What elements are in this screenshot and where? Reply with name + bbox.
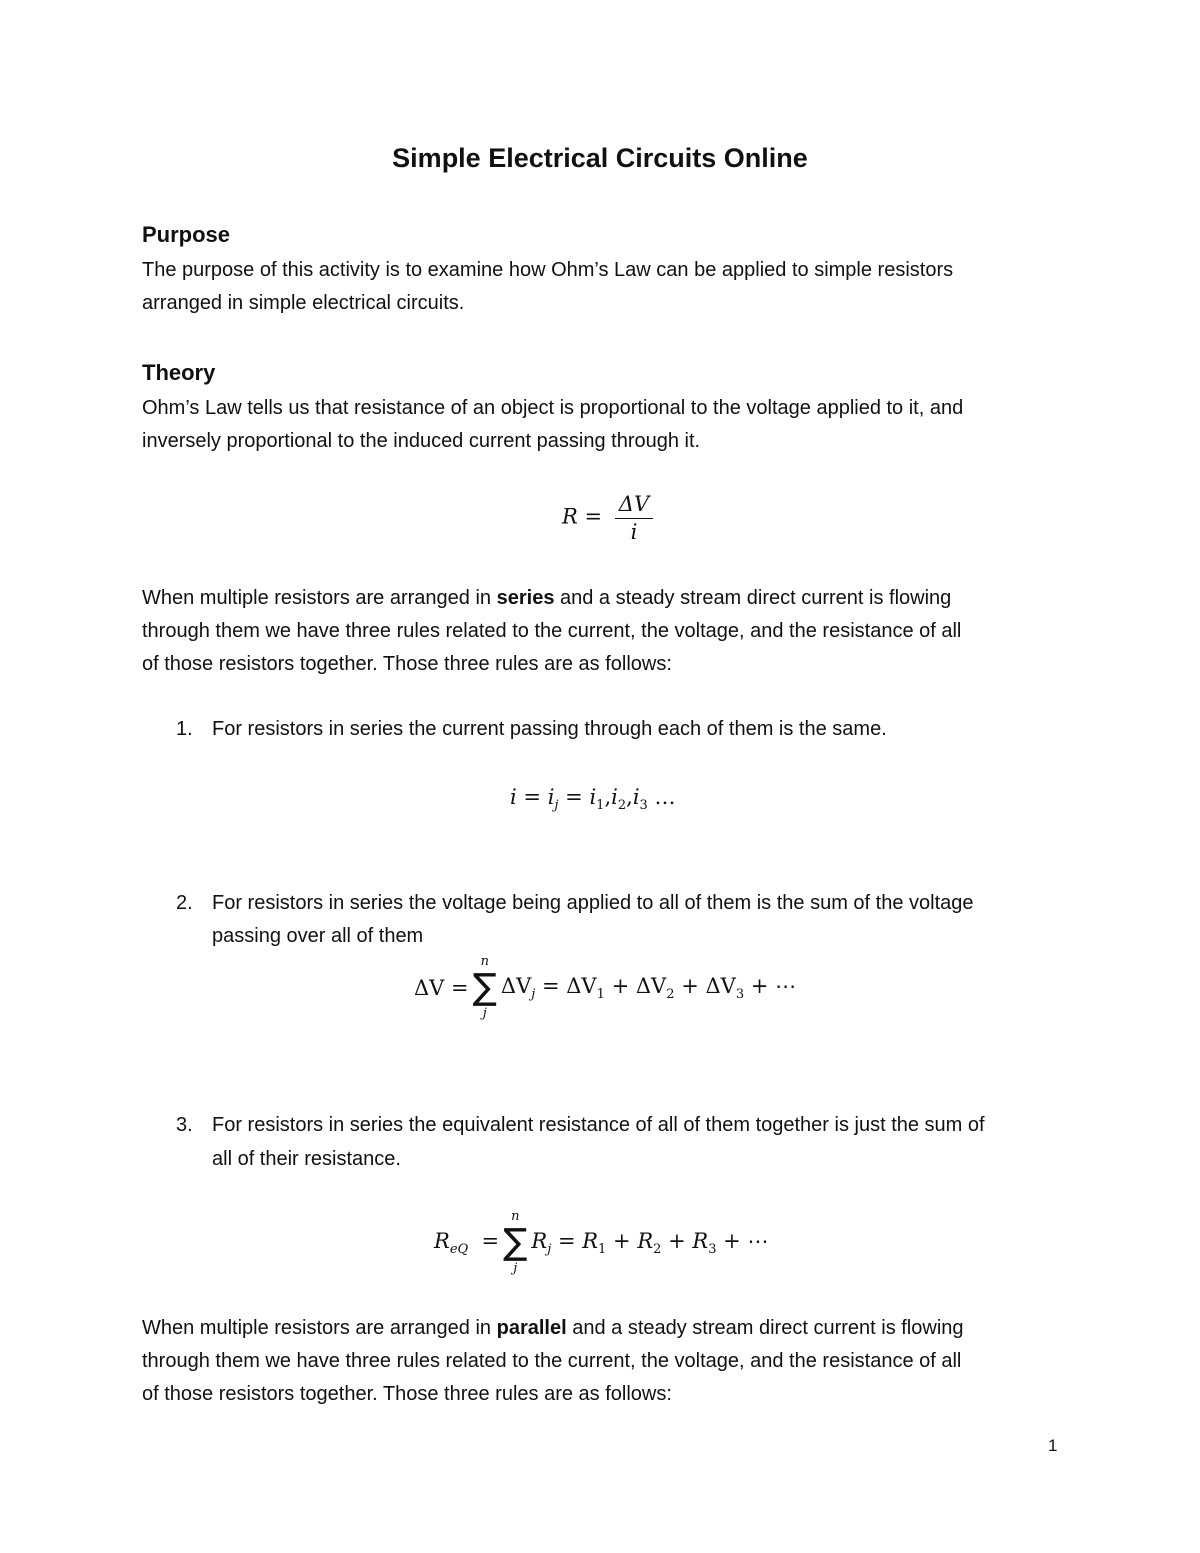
parallel-intro-line-3: of those resistors together. Those three rules are as follows:: [142, 1383, 672, 1405]
eq-res-sub-2: 2: [653, 1242, 662, 1258]
eq-voltage-equals-1: =: [451, 976, 469, 1000]
eq-res-cdots: ⋯: [747, 1228, 769, 1253]
rule-1-line-1: For resistors in series the current passing through each of them is the same.: [212, 718, 887, 740]
eq-res-sub-3: 3: [708, 1242, 717, 1258]
eq-voltage-term-j: ΔV: [500, 973, 532, 998]
ohms-law-equation: [562, 492, 653, 544]
eq-res-lower-limit: j: [513, 1261, 518, 1276]
eq-res-plus-2: +: [668, 1228, 686, 1253]
series-intro-line-2: through them we have three rules related to the current, the voltage, and the resistance of all: [142, 620, 962, 642]
parallel-intro-text: When multiple resistors are arranged in: [142, 1317, 497, 1339]
eq-res-req: R: [434, 1228, 450, 1253]
series-resistance-equation: [434, 1210, 768, 1276]
eq-current-i3: i: [632, 785, 640, 809]
eq-voltage-sub-j: j: [531, 987, 536, 1003]
eq-current-comma-2: ,: [626, 785, 633, 809]
eq-current-sub-3: 3: [639, 798, 648, 814]
series-intro-text: When multiple resistors are arranged in: [142, 587, 497, 609]
eq-current-i2: i: [611, 785, 618, 809]
eq-current-sub-1: 1: [596, 798, 605, 814]
eq-res-upper-limit: n: [511, 1209, 520, 1224]
eq-current-ellipsis: …: [647, 785, 676, 809]
series-intro-text-rest: and a steady stream direct current is flowing: [554, 587, 952, 609]
eq-voltage-lower-limit: j: [482, 1006, 487, 1021]
eq-voltage-plus-3: +: [750, 973, 769, 998]
eq-current-i: i: [510, 785, 517, 809]
eq-res-r3: R: [692, 1228, 709, 1253]
eq-current-comma-1: ,: [604, 785, 612, 809]
ohm-fraction: [615, 492, 653, 544]
rule-3-number: 3.: [176, 1114, 193, 1136]
series-intro-line-3: of those resistors together. Those three rules are as follows:: [142, 653, 672, 675]
purpose-line-2: arranged in simple electrical circuits.: [142, 292, 465, 314]
eq-voltage-term-3: ΔV: [705, 973, 736, 998]
parallel-intro-line-2: through them we have three rules related to the current, the voltage, and the resistance of all: [142, 1350, 962, 1372]
eq-voltage-summation: [473, 955, 497, 1021]
eq-current-sub-j: j: [554, 798, 559, 814]
eq-voltage-term-2: ΔV: [635, 973, 667, 998]
theory-line-2: inversely proportional to the induced current passing through it.: [142, 430, 701, 452]
ohm-lhs: R: [562, 504, 578, 529]
eq-voltage-sub-3: 3: [735, 987, 745, 1003]
parallel-intro-text-rest: and a steady stream direct current is flowing: [566, 1317, 964, 1339]
ohm-numerator: ΔV: [615, 492, 653, 519]
theory-heading: Theory: [142, 360, 216, 385]
eq-res-sigma: ∑: [503, 1222, 528, 1263]
eq-current-i1: i: [589, 785, 597, 809]
eq-res-plus-3: +: [723, 1228, 741, 1253]
series-intro-line-1: [142, 587, 951, 610]
eq-res-plus-1: +: [613, 1228, 631, 1253]
eq-res-sub-eq: eQ: [449, 1242, 469, 1258]
series-voltage-equation: [414, 955, 796, 1021]
eq-voltage-term-1: ΔV: [566, 973, 597, 998]
theory-line-1: Ohm’s Law tells us that resistance of an object is proportional to the voltage applied to it, and: [142, 397, 964, 419]
rule-1-number: 1.: [176, 718, 193, 740]
eq-voltage-plus-1: +: [611, 973, 630, 998]
eq-current-equals-1: =: [523, 785, 542, 809]
eq-voltage-lhs: ΔV: [414, 976, 445, 1000]
eq-current-equals-2: =: [565, 785, 583, 809]
eq-current-ij: i: [547, 785, 555, 809]
eq-res-equals-2: =: [557, 1228, 576, 1253]
eq-res-summation: [503, 1210, 527, 1276]
rule-3-line-1: For resistors in series the equivalent resistance of all of them together is just the sum of: [212, 1114, 985, 1136]
parallel-keyword: parallel: [496, 1317, 567, 1339]
series-keyword: series: [496, 587, 555, 609]
rule-2-number: 2.: [176, 892, 193, 914]
rule-3-line-2: all of their resistance.: [212, 1148, 401, 1170]
parallel-intro-line-1: [142, 1317, 964, 1340]
page-number: 1: [1048, 1436, 1058, 1455]
eq-voltage-sigma: ∑: [472, 967, 497, 1008]
eq-voltage-plus-2: +: [681, 973, 699, 998]
ohm-denominator: i: [630, 520, 638, 544]
eq-current-sub-2: 2: [617, 798, 627, 814]
purpose-line-1: The purpose of this activity is to examine how Ohm’s Law can be applied to simple resistors: [142, 259, 954, 281]
eq-res-r2: R: [637, 1228, 654, 1253]
eq-voltage-sub-1: 1: [596, 987, 605, 1003]
series-current-equation: [510, 785, 676, 813]
eq-voltage-sub-2: 2: [666, 987, 675, 1003]
eq-res-sub-j: j: [547, 1242, 552, 1258]
page-title: Simple Electrical Circuits Online: [392, 143, 808, 173]
eq-res-r1: R: [582, 1228, 599, 1253]
purpose-heading: Purpose: [142, 222, 231, 247]
eq-res-sub-1: 1: [598, 1242, 607, 1258]
eq-res-rj: R: [531, 1228, 548, 1253]
rule-2-line-1: For resistors in series the voltage being applied to all of them is the sum of the voltage: [212, 892, 974, 914]
eq-voltage-upper-limit: n: [480, 954, 489, 969]
ohm-equals: =: [584, 504, 603, 529]
eq-res-equals-1: =: [481, 1228, 500, 1253]
rule-2-line-2: passing over all of them: [212, 925, 424, 947]
eq-voltage-cdots: ⋯: [775, 973, 797, 998]
eq-voltage-equals-2: =: [541, 973, 560, 998]
